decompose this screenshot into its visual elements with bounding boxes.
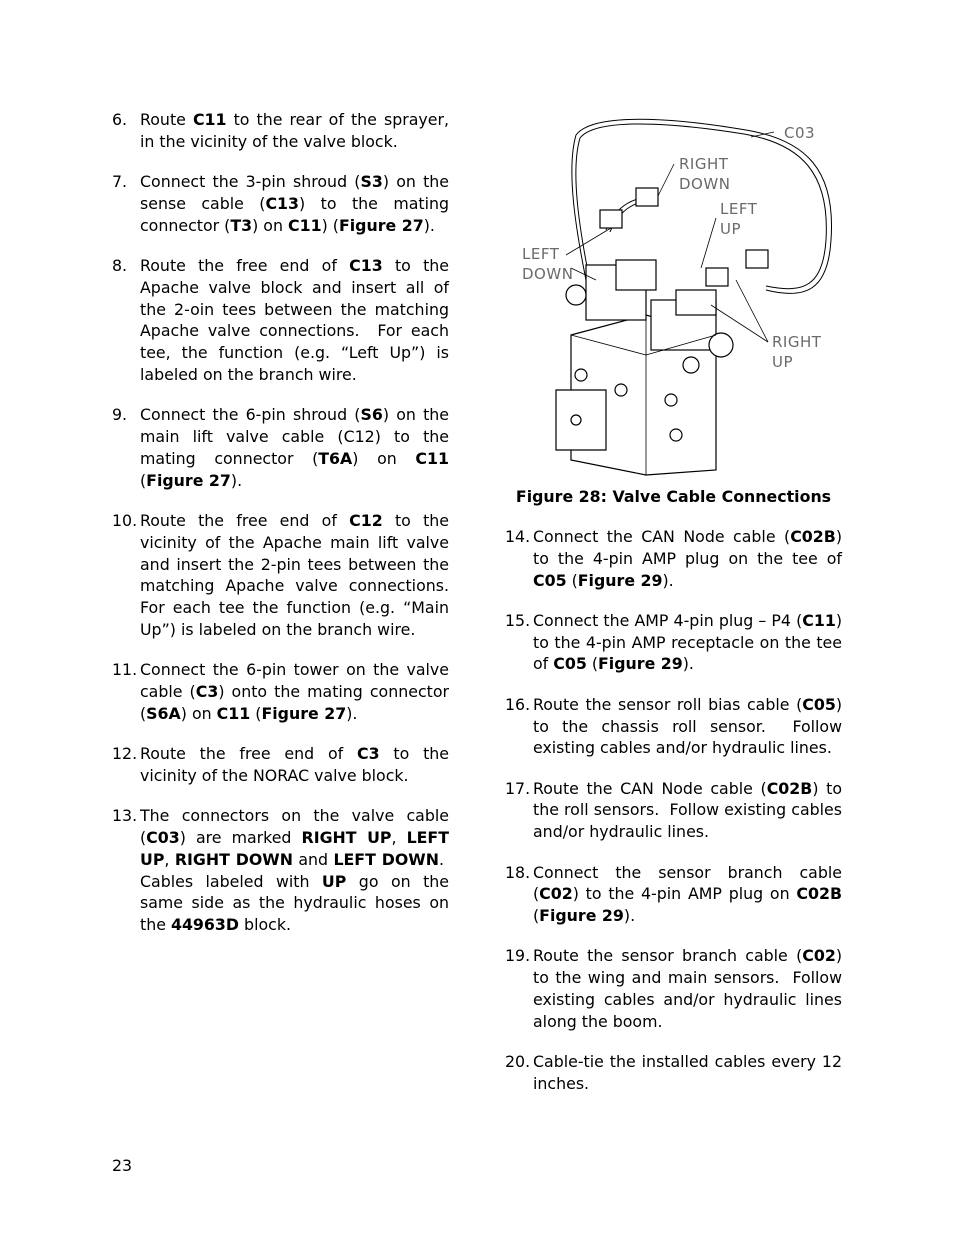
- step-item: [505, 945, 842, 1032]
- step-text: Connect the 3-pin shroud (S3) on the sense cable (C13) to the mating connector (T3) on C11) (Figure 27).: [140, 172, 450, 235]
- step-item: [505, 526, 842, 591]
- step-text: Route the sensor roll bias cable (C05) to the chassis roll sensor. Follow existing cables and/or hydraulic lines.: [533, 694, 842, 758]
- step-text: Route the free end of C12 to the vicinity of the Apache main lift valve and insert the 2-pin tees between the matching Apache valve connections. For each tee the function (e.g. “Main Up”) is labeled on the branch wire.: [140, 510, 449, 639]
- label-left-up-1: LEFT: [720, 200, 758, 218]
- valve-cable-figure: [516, 110, 836, 480]
- step-text: Connect the 6-pin tower on the valve cable (C3) onto the mating connector (S6A) on C11 (Figure 27).: [140, 660, 450, 723]
- step-text: Connect the sensor branch cable (C02) to the 4-pin AMP plug on C02B (Figure 29).: [533, 862, 842, 926]
- step-number: 16.: [505, 694, 531, 714]
- step-number: 19.: [505, 946, 531, 966]
- label-c03: C03: [784, 124, 816, 142]
- label-left-down-2: DOWN: [522, 265, 574, 283]
- step-number: 12.: [112, 744, 138, 764]
- step-item: [112, 743, 449, 787]
- step-number: 17.: [505, 778, 531, 798]
- step-number: 18.: [505, 862, 531, 882]
- label-right-down-1: RIGHT: [679, 155, 729, 173]
- step-number: 9.: [112, 405, 128, 425]
- label-left-down-1: LEFT: [522, 245, 560, 263]
- left-column: [112, 109, 449, 955]
- step-number: 6.: [112, 110, 128, 129]
- step-item: [112, 255, 449, 386]
- left-step-list: [112, 109, 449, 936]
- step-text: Route the free end of C13 to the Apache valve block and insert all of the 2-oin tees between the matching Apache valve connections. For each tee, the function (e.g. “Left Up”) is labeled on the branch wire.: [140, 255, 449, 384]
- step-number: 11.: [112, 660, 138, 680]
- step-number: 7.: [112, 172, 128, 192]
- step-number: 8.: [112, 255, 128, 275]
- step-text: Route the CAN Node cable (C02B) to the roll sensors. Follow existing cables and/or hydraulic lines.: [533, 778, 843, 842]
- step-text: Cable-tie the installed cables every 12 inches.: [533, 1052, 842, 1093]
- step-text: Route the sensor branch cable (C02) to the wing and main sensors. Follow existing cables and/or hydraulic lines along the boom.: [533, 946, 842, 1031]
- right-step-list: [505, 526, 842, 1095]
- step-number: 14.: [505, 527, 531, 546]
- page-number: 23: [112, 1156, 133, 1175]
- step-text: Connect the CAN Node cable (C02B) to the 4-pin AMP plug on the tee of C05 (Figure 29).: [533, 527, 842, 590]
- label-left-up-2: UP: [720, 220, 742, 238]
- step-item: [112, 510, 449, 641]
- step-number: 10.: [112, 510, 138, 530]
- step-text: Route the free end of C3 to the vicinity of the NORAC valve block.: [140, 744, 449, 785]
- step-item: [505, 862, 842, 927]
- right-column: [505, 526, 842, 1113]
- step-item: [112, 659, 449, 724]
- step-number: 15.: [505, 610, 531, 630]
- step-text: The connectors on the valve cable (C03) are marked RIGHT UP, LEFT UP, RIGHT DOWN and LEFT DOWN. Cables labeled with UP go on the same side as the hydraulic hoses on the 44963D block.: [140, 806, 449, 935]
- step-item: [505, 1051, 842, 1095]
- step-item: [505, 610, 842, 675]
- step-item: [112, 109, 449, 153]
- label-right-down-2: DOWN: [679, 175, 731, 193]
- step-text: Route C11 to the rear of the sprayer, in the vicinity of the valve block.: [140, 110, 449, 151]
- step-item: [505, 694, 842, 759]
- label-right-up-1: RIGHT: [772, 333, 822, 351]
- step-text: Connect the 6-pin shroud (S6) on the main lift valve cable (C12) to the mating connector (T6A) on C11 (Figure 27).: [140, 405, 449, 490]
- step-item: [112, 805, 449, 936]
- step-number: 13.: [112, 806, 138, 826]
- step-item: [505, 778, 842, 843]
- step-text: Connect the AMP 4-pin plug – P4 (C11) to the 4-pin AMP receptacle on the tee of C05 (Figure 29).: [533, 610, 842, 674]
- figure-caption: Figure 28: Valve Cable Connections: [515, 487, 832, 506]
- step-number: 20.: [505, 1052, 531, 1072]
- step-item: [112, 404, 449, 491]
- label-right-up-2: UP: [772, 353, 794, 371]
- step-item: [112, 171, 449, 236]
